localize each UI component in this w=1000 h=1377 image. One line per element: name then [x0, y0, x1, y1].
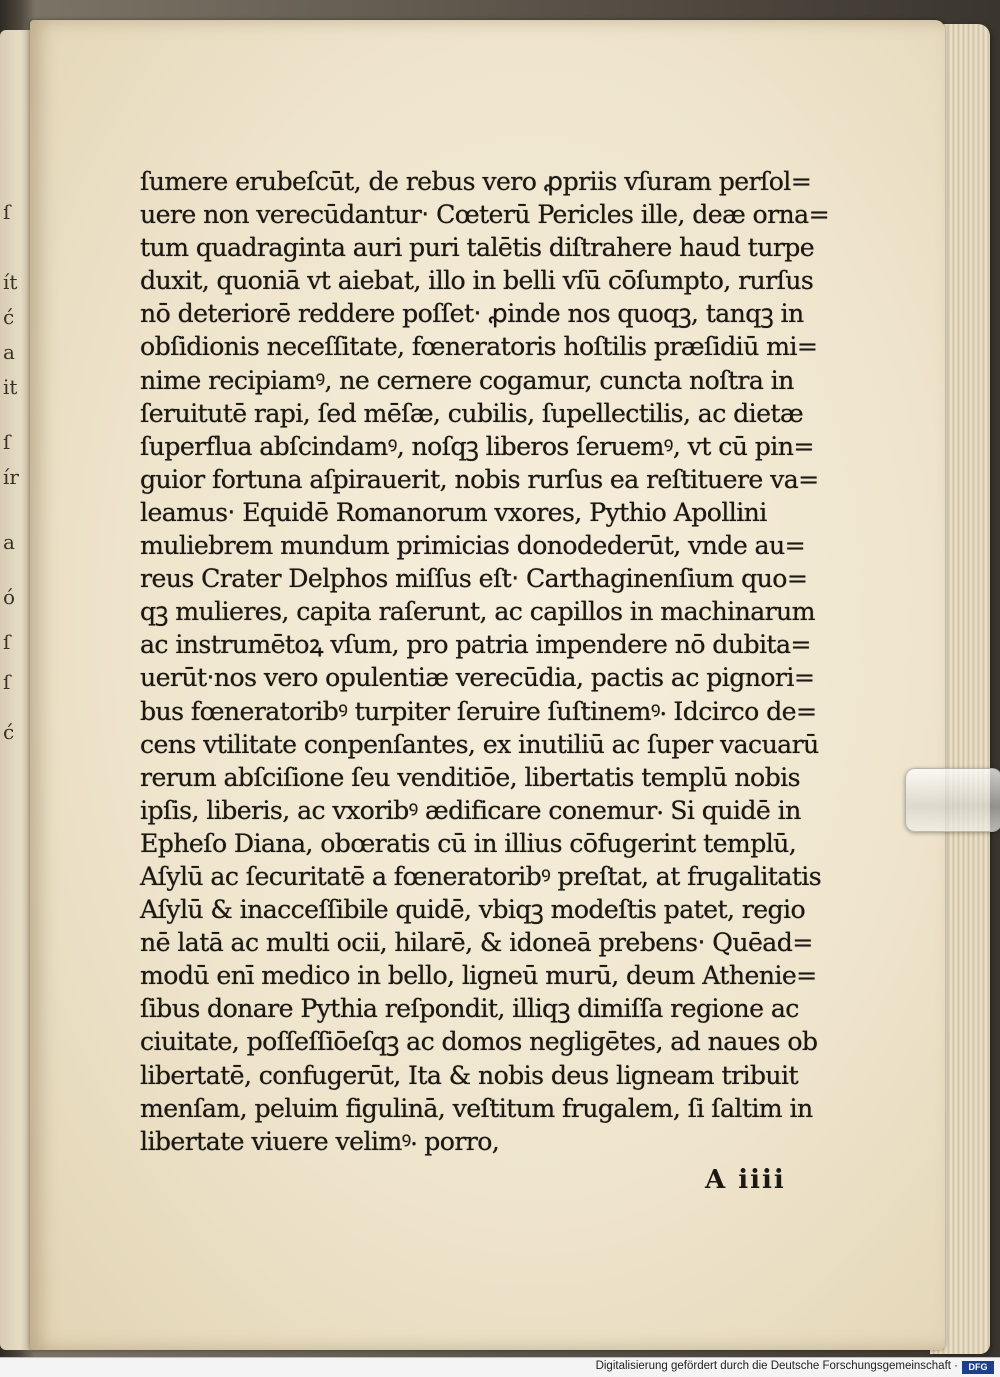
margin-fragment: ſ: [3, 200, 11, 224]
margin-fragment: ć: [3, 305, 15, 329]
text-line: ſibus donare Pythia reſpondit, illiqꝫ dimiſſa regione ac: [140, 994, 799, 1024]
text-line: libertate viuere velimꝰ‧ porro,: [140, 1126, 500, 1156]
margin-fragment: ó: [3, 585, 16, 609]
text-line: Epheſo Diana, obœratis cū in illius cōfugerint templū,: [140, 828, 797, 858]
text-line: menſam, peluim figulinā, veſtitum frugalem, ſi ſaltim in: [140, 1093, 813, 1123]
text-line: ſuperflua abſcindamꝰ, noſqꝫ liberos ſeruemꝰ, vt cū pin=: [140, 431, 814, 461]
text-line: uere non verecūdantur‧ Cœterū Pericles ille, deæ orna=: [140, 200, 830, 230]
text-line: tum quadraginta auri puri talētis diſtrahere haud turpe: [140, 233, 815, 263]
text-line: guior fortuna aſpirauerit, nobis rurſus ea reſtituere va=: [140, 464, 819, 494]
text-line: duxit, quoniā vt aiebat, illo in belli vſū cōſumpto, rurſus: [140, 266, 814, 296]
text-line: uerūt‧nos vero opulentiæ verecūdia, pactis ac pignori=: [140, 663, 815, 693]
text-line: ciuitate, poſſeſſiōeſqꝫ ac domos negligētes, ad naues ob: [140, 1027, 818, 1057]
funding-credit: Digitalisierung gefördert durch die Deutsche Forschungsgemeinschaft ·: [595, 1360, 958, 1372]
text-line: qꝫ mulieres, capita raſerunt, ac capillos in machinarum: [140, 597, 815, 627]
text-line: ipſis, liberis, ac vxoribꝰ ædificare conemur‧ Si quidē in: [140, 795, 801, 825]
text-line: rerum abſciſione ſeu venditiōe, libertatis templū nobis: [140, 762, 800, 792]
text-line: ſumere erubeſcūt, de rebus vero ꝓpriis vſuram perſol=: [140, 167, 812, 196]
margin-fragment: it: [3, 375, 18, 399]
margin-fragment: ír: [3, 465, 19, 489]
text-line: cens vtilitate conpenſantes, ex inutiliū ac ſuper vacuarū: [140, 729, 819, 759]
text-line: ac instrumētoꝝ vſum, pro patria impendere nō dubita=: [140, 630, 811, 660]
margin-fragment: ć: [3, 720, 15, 744]
margin-fragment: a: [3, 530, 15, 554]
book-page: [30, 20, 945, 1350]
text-line: nē latā ac multi ocii, hilarē, & idoneā prebens‧ Quēad=: [140, 928, 813, 958]
text-line: nō deteriorē reddere poſſet‧ ꝓinde nos quoqꝫ, tanqꝫ in: [140, 299, 804, 329]
margin-fragment: a: [3, 340, 15, 364]
text-line: nime recipiamꝰ, ne cernere cogamur, cuncta noſtra in: [140, 365, 794, 395]
footer-bar: [0, 1357, 1000, 1377]
text-line: ſeruitutē rapi, ſed mēſæ, cubilis, ſupellectilis, ac dietæ: [140, 398, 804, 428]
dfg-logo-icon: DFG: [962, 1361, 994, 1374]
margin-fragment: ſ: [3, 630, 11, 654]
margin-fragment: ít: [3, 270, 18, 294]
text-line: obſidionis neceſſitate, fœneratoris hoſtilis præſidiū mi=: [140, 332, 818, 362]
text-line: muliebrem mundum primicias donodederūt, vnde au=: [140, 531, 806, 561]
text-line: libertatē, confugerūt, Ita & nobis deus ligneam tribuit: [140, 1060, 799, 1090]
previous-page-edge: [0, 30, 34, 1350]
page-clip: [905, 768, 1000, 832]
text-line: leamus‧ Equidē Romanorum vxores, Pythio Apollini: [140, 497, 767, 527]
text-line: reus Crater Delphos miſſus eſt‧ Carthaginenſium quo=: [140, 564, 808, 594]
text-line: Aſylū & inacceſſibile quidē, vbiqꝫ modeſtis patet, regio: [140, 895, 806, 925]
margin-fragment: ſ: [3, 430, 11, 454]
text-line: modū enī medico in bello, ligneū murū, deum Athenie=: [140, 961, 817, 991]
text-line: bus fœneratoribꝰ turpiter ſeruire ſuſtinemꝰ‧ Idcirco de=: [140, 696, 817, 726]
text-line: Aſylū ac ſecuritatē a fœneratoribꝰ preſtat, at frugalitatis: [140, 861, 822, 891]
signature-mark: A iiii: [705, 1165, 786, 1195]
page-text: [140, 165, 840, 1158]
margin-fragment: ſ: [3, 670, 11, 694]
